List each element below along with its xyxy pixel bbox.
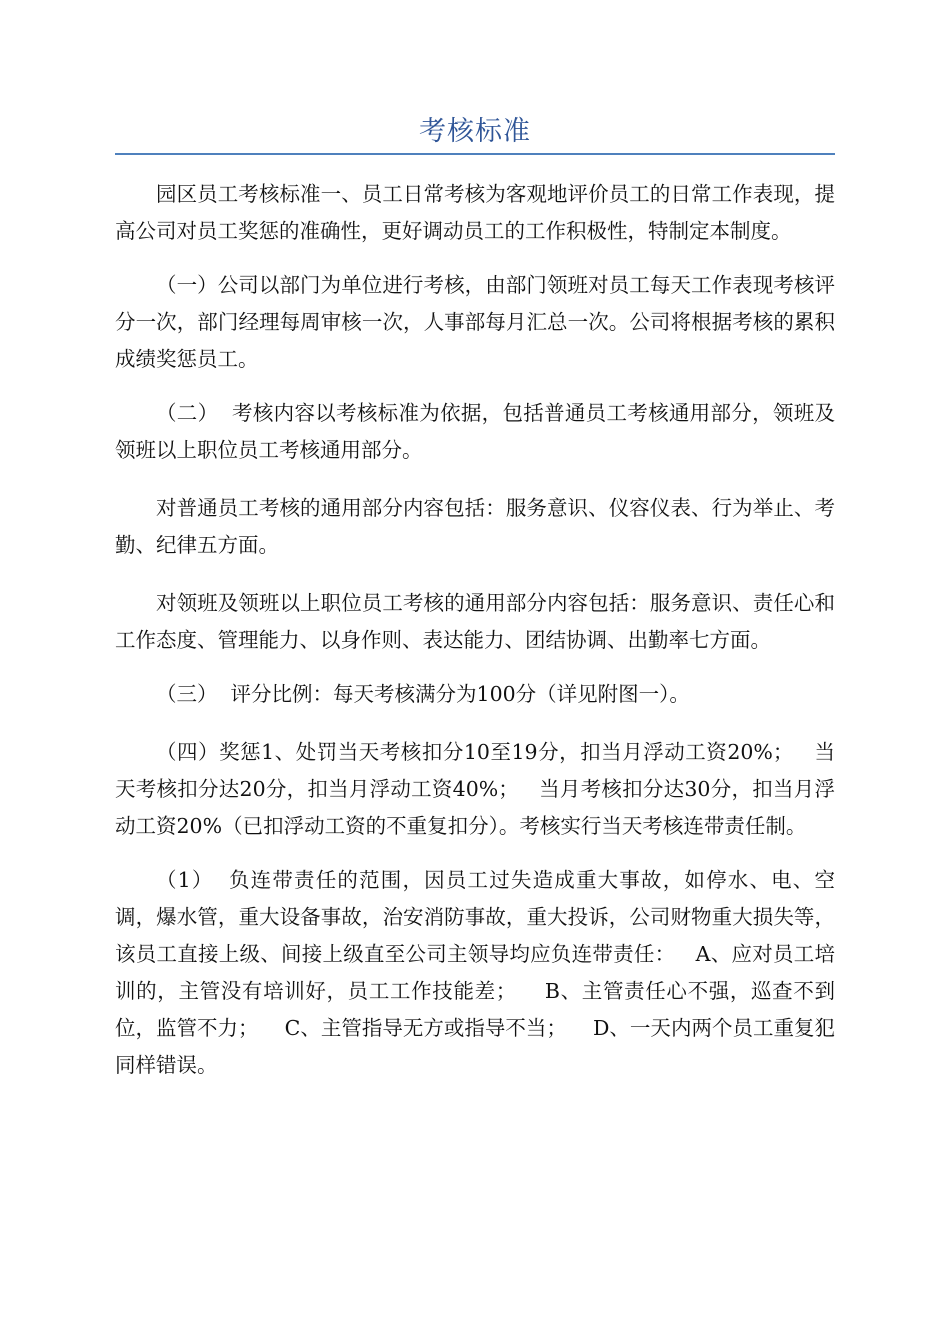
paragraph-section-2: （二） 考核内容以考核标准为依据，包括普通员工考核通用部分，领班及领班以上职位员工考核通用部分。	[115, 401, 835, 462]
paragraph-leader-scope: 对领班及领班以上职位员工考核的通用部分内容包括：服务意识、责任心和工作态度、管理能力、以身作则、表达能力、团结协调、出勤率七方面。	[115, 591, 835, 652]
paragraph-section-1: （一）公司以部门为单位进行考核，由部门领班对员工每天工作表现考核评分一次，部门经理每周审核一次，人事部每月汇总一次。公司将根据考核的累积成绩奖惩员工。	[115, 273, 835, 371]
paragraph-intro: 园区员工考核标准一、员工日常考核为客观地评价员工的日常工作表现，提高公司对员工奖惩的准确性，更好调动员工的工作积极性，特制定本制度。	[115, 182, 835, 243]
paragraph-staff-scope: 对普通员工考核的通用部分内容包括：服务意识、仪容仪表、行为举止、考勤、纪律五方面。	[115, 496, 835, 557]
paragraph-item-1: （1） 负连带责任的范围，因员工过失造成重大事故，如停水、电、空调，爆水管，重大设备事故，治安消防事故，重大投诉，公司财物重大损失等，该员工直接上级、间接上级直至公司主领导均应负连带责任： A、应对员工培训的，主管没有培训好，员工工作技能差； B、主管责任心不强，巡查不到位，监管不力； C、主管指导无方或指导不当； D、一天内两个员工重复犯同样错误。	[115, 868, 835, 1077]
paragraph-section-4: （四）奖惩1、处罚当天考核扣分10至19分，扣当月浮动工资20%； 当天考核扣分达20分，扣当月浮动工资40%； 当月考核扣分达30分，扣当月浮动工资20%（已扣浮动工资的不重复扣分）。考核实行当天考核连带责任制。	[115, 740, 835, 838]
document-body	[115, 176, 835, 1101]
document-title: 考核标准	[419, 116, 531, 147]
paragraph-section-3: （三） 评分比例：每天考核满分为100分（详见附图一）。	[156, 682, 690, 706]
title-divider	[115, 153, 835, 155]
